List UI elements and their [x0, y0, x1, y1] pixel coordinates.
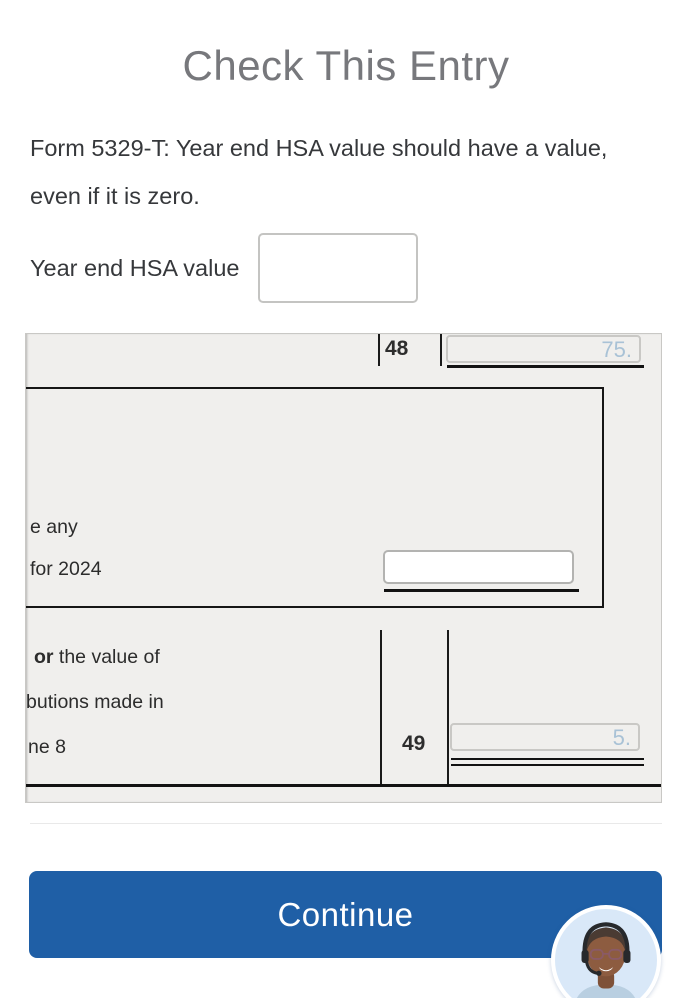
amount-underline-49 — [451, 758, 644, 766]
form-bottom-rule — [26, 784, 661, 787]
line49-desc-1 — [34, 646, 160, 669]
line49-desc-rest: the value of — [53, 646, 160, 668]
amount-field-48[interactable]: 75. — [446, 335, 641, 363]
line49-desc-2: butions made in — [26, 691, 164, 713]
error-message: Form 5329-T: Year end HSA value should have a value, even if it is zero. — [30, 135, 608, 209]
form-preview-panel — [25, 333, 662, 803]
column-divider — [447, 630, 449, 786]
box-entry-underline — [384, 589, 579, 592]
line49-desc-3: ne 8 — [28, 736, 66, 758]
line49-desc-bold: or — [34, 646, 54, 668]
column-divider — [440, 334, 442, 366]
line-number-49: 49 — [402, 732, 426, 755]
support-agent-illustration — [555, 909, 657, 998]
column-divider — [378, 334, 380, 366]
highlighted-form-box — [26, 387, 604, 608]
year-end-hsa-input[interactable] — [258, 233, 418, 303]
hsa-value-label: Year end HSA value — [30, 255, 240, 281]
continue-button-label: Continue — [277, 895, 414, 933]
column-divider — [380, 630, 382, 786]
footer-divider — [30, 823, 662, 824]
line-number-48: 48 — [385, 337, 409, 360]
amount-field-49[interactable]: 5. — [450, 723, 640, 751]
page-title: Check This Entry — [182, 42, 510, 89]
box-text-line2: for 2024 — [30, 558, 102, 580]
box-text-line1: e any — [30, 516, 78, 538]
box-entry-input[interactable] — [383, 550, 574, 584]
amount-underline-48 — [447, 365, 644, 368]
